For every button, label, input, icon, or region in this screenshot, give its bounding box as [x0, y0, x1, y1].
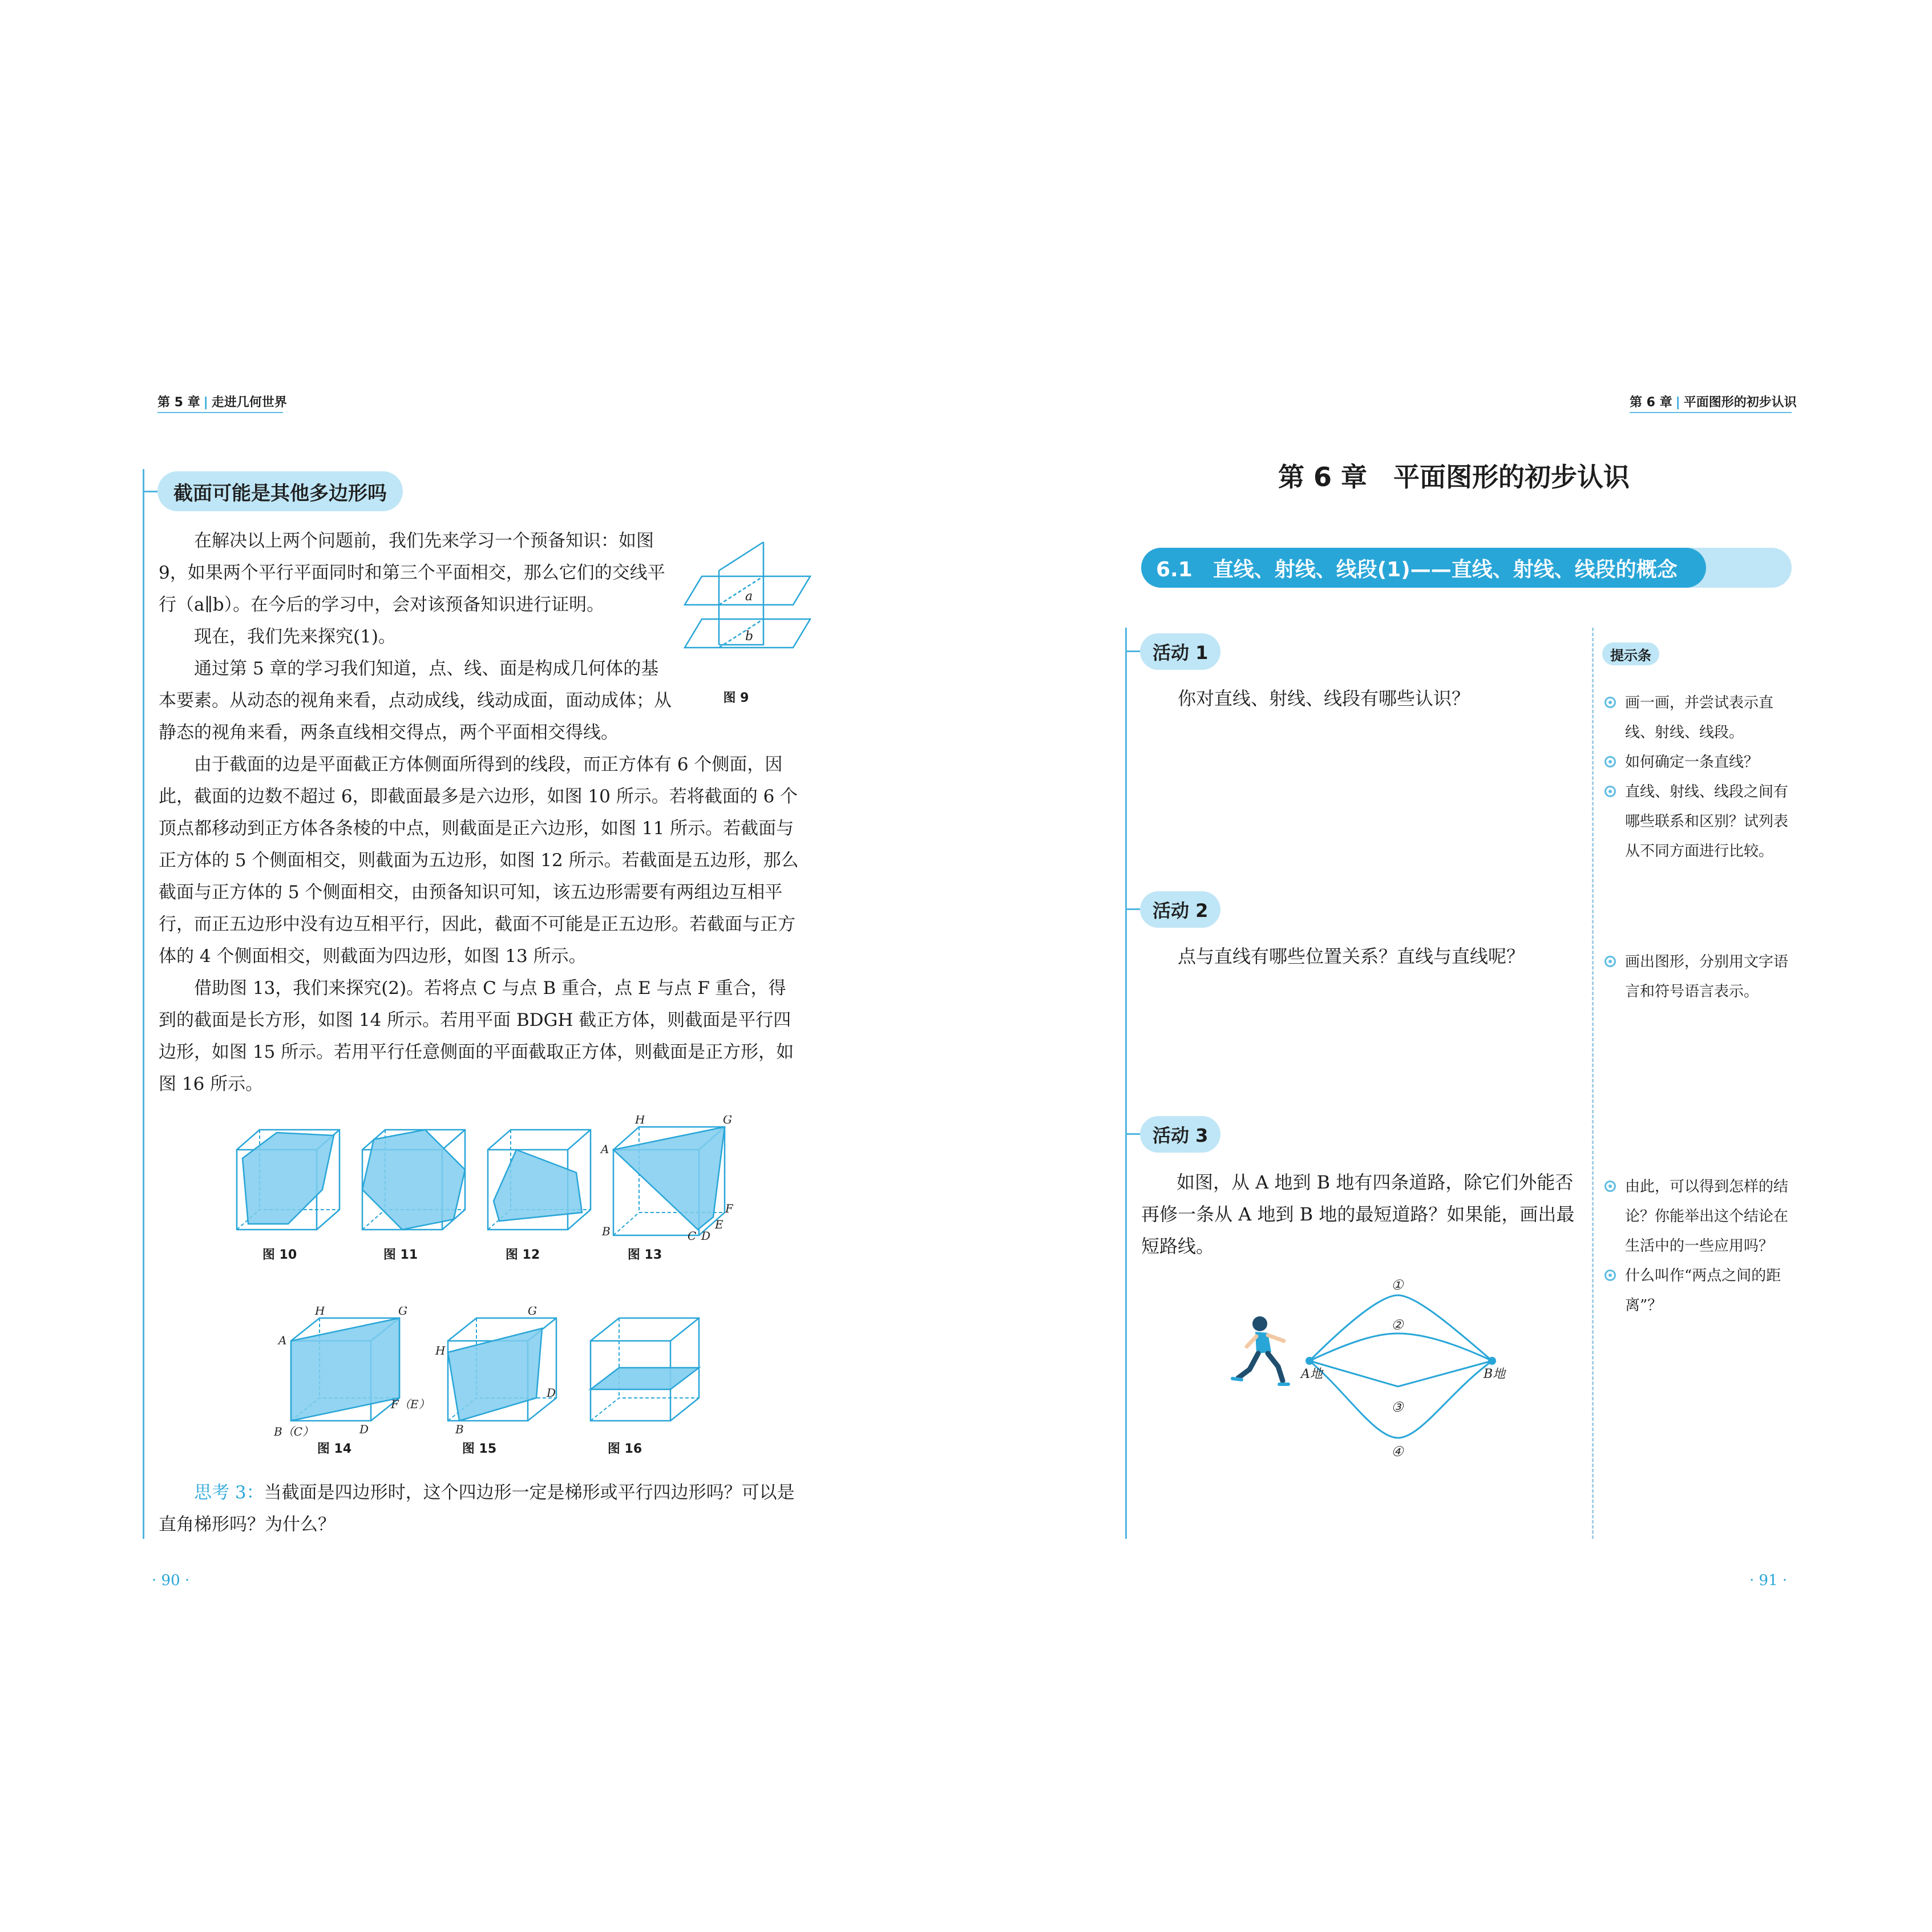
activity-1-question: 你对直线、射线、线段有哪些认识？	[1178, 688, 1470, 709]
figure-15-label-g: G	[528, 1307, 537, 1317]
figure-15-label-d: D	[547, 1386, 556, 1400]
figure-12-caption: 图 12	[505, 1248, 540, 1262]
figure-13-label-b: B	[602, 1224, 611, 1238]
figure-9	[679, 536, 816, 668]
hint-divider	[1592, 628, 1594, 1539]
figure-9-caption: 图 9	[723, 691, 749, 705]
hint-item	[1604, 1261, 1793, 1320]
left-running-head-title: 走进几何世界	[211, 395, 287, 410]
hint-title: 提示条	[1602, 642, 1659, 665]
activity-2-label: 活动 2	[1140, 891, 1220, 928]
right-running-head-rule	[1630, 412, 1792, 413]
paragraph-3: 通过第 5 章的学习我们知道，点、线、面是构成几何体的基本要素。从动态的视角来看，点动成线，线动成面，面动成体；从静态的视角来看，两条直线相交得点，两个平面相交得线。	[159, 658, 672, 743]
activity-1-label: 活动 1	[1140, 633, 1220, 670]
figure-16	[585, 1312, 710, 1432]
figure-11-caption: 图 11	[383, 1248, 418, 1262]
hint-text: 画出图形，分别用文字语言和符号语言表示。	[1625, 953, 1789, 1000]
section-heading: 6.1 直线、射线、线段(1)——直线、射线、线段的概念	[1141, 548, 1706, 588]
hints-activity-2	[1604, 947, 1793, 1007]
left-page-number: · 90 ·	[152, 1572, 190, 1589]
paragraph-5: 借助图 13，我们来探究(2)。若将点 C 与点 B 重合，点 E 与点 F 重合，得到的截面是长方形，如图 14 所示。若用平面 BDGH 截正方体，则截面是平行四边形，如图 15 所示。若用平行任意侧面的平面截取正方体，则截面是正方形，如图 16 所示。	[159, 978, 794, 1094]
figure-14-label-fe: F（E）	[391, 1397, 430, 1411]
hint-text: 如何确定一条直线？	[1625, 754, 1759, 771]
left-running-head: 第 5 章 | 走进几何世界	[157, 395, 287, 410]
paragraph-4: 由于截面的边是平面截正方体侧面所得到的线段，而正方体有 6 个侧面，因此，截面的边数不超过 6，即截面最多是六边形，如图 10 所示。若将截面的 6 个顶点都移动到正方体各条棱的中点，则截面是正六边形，如图 11 所示。若截面与正方体的 5 个侧面相交，则截面为五边形，如图 12 所示。若截面是五边形，那么截面与正方体的 5 个侧面相交，由预备知识可知，该五边形需要有两组边互相平行，而正五边形中没有边互相平行，因此，截面不可能是正五边形。若截面与正方体的 4 个侧面相交，则截面为四边形，如图 13 所示。	[159, 754, 799, 967]
figure-10-caption: 图 10	[262, 1248, 297, 1262]
hint-text: 画一画，并尝试表示直线、射线、线段。	[1625, 694, 1774, 741]
left-running-head-rule	[157, 412, 283, 413]
right-running-head-chapter: 第 6 章	[1630, 395, 1672, 410]
activity-2-question: 点与直线有哪些位置关系？直线与直线呢？	[1178, 945, 1525, 967]
figure-9-label-b: b	[745, 629, 754, 644]
hint-text: 直线、射线、线段之间有哪些联系和区别？试列表从不同方面进行比较。	[1625, 783, 1789, 860]
figure-12	[482, 1127, 596, 1235]
paragraph-2: 现在，我们先来探究(1)。	[194, 627, 396, 647]
hint-text: 什么叫作“两点之间的距离”？	[1625, 1267, 1781, 1314]
right-page-number: · 91 ·	[1749, 1572, 1788, 1589]
figure-14	[274, 1307, 439, 1438]
figure-14-label-a: A	[278, 1333, 287, 1347]
route-2-label: ②	[1391, 1317, 1404, 1333]
section-title: 截面可能是其他多边形吗	[173, 482, 387, 505]
route-figure	[1215, 1272, 1535, 1461]
hint-item	[1604, 777, 1793, 866]
figure-13-label-g: G	[723, 1115, 732, 1126]
hint-item	[1604, 688, 1793, 747]
think-question	[159, 1477, 803, 1541]
figure-13-label-f: F	[725, 1202, 733, 1215]
figure-11	[357, 1127, 471, 1235]
figure-13-caption: 图 13	[627, 1248, 662, 1262]
figure-13	[596, 1115, 733, 1241]
figure-14-label-h: H	[315, 1307, 325, 1317]
figure-16-caption: 图 16	[607, 1442, 642, 1456]
think-text: 当截面是四边形时，这个四边形一定是梯形或平行四边形吗？可以是直角梯形吗？为什么？	[159, 1482, 795, 1535]
activity-3-label: 活动 3	[1140, 1116, 1220, 1153]
right-running-head: 第 6 章 | 平面图形的初步认识	[1630, 395, 1797, 410]
point-a-label: A地	[1301, 1367, 1323, 1381]
right-running-head-title: 平面图形的初步认识	[1683, 395, 1797, 410]
figure-15	[434, 1307, 559, 1438]
figure-15-label-h: H	[435, 1344, 446, 1357]
route-4-label: ④	[1391, 1444, 1404, 1460]
figure-10	[231, 1127, 345, 1235]
figure-14-label-g: G	[398, 1307, 407, 1317]
think-label: 思考 3：	[194, 1482, 264, 1503]
chapter-title: 第 6 章 平面图形的初步认识	[1278, 462, 1630, 492]
figure-15-label-b: B	[455, 1422, 464, 1436]
left-margin-line	[143, 469, 144, 1539]
route-1-label: ①	[1391, 1277, 1404, 1293]
hint-item	[1604, 947, 1793, 1007]
left-running-head-chapter: 第 5 章	[157, 395, 200, 410]
figure-9-label-a: a	[745, 589, 753, 604]
point-b-label: B地	[1484, 1367, 1506, 1381]
route-3	[1309, 1361, 1492, 1387]
figure-13-label-d: D	[701, 1229, 711, 1241]
paragraph-1: 在解决以上两个问题前，我们先来学习一个预备知识：如图 9，如果两个平行平面同时和第三个平面相交，那么它们的交线平行（a∥b）。在今后的学习中，会对该预备知识进行证明。	[159, 531, 665, 615]
route-3-label: ③	[1391, 1399, 1404, 1415]
hints-activity-1	[1604, 688, 1793, 866]
point-a	[1305, 1357, 1313, 1365]
point-b	[1488, 1357, 1496, 1365]
figure-14-caption: 图 14	[317, 1442, 352, 1456]
hint-item	[1604, 1172, 1793, 1261]
hint-text: 由此，可以得到怎样的结论？你能举出这个结论在生活中的一些应用吗？	[1625, 1178, 1789, 1255]
figure-13-label-h: H	[635, 1115, 645, 1126]
figure-13-label-e: E	[715, 1218, 724, 1231]
hints-activity-3	[1604, 1172, 1793, 1320]
figure-14-label-d: D	[359, 1422, 369, 1436]
figure-15-caption: 图 15	[462, 1442, 497, 1456]
section-title-pill	[157, 471, 403, 511]
hint-item	[1604, 747, 1793, 777]
figure-13-label-c: C	[688, 1229, 697, 1241]
right-margin-line	[1125, 628, 1127, 1539]
figure-14-label-bc: B（C）	[274, 1425, 314, 1438]
figure-13-label-a: A	[601, 1142, 609, 1156]
activity-3-question: 如图，从 A 地到 B 地有四条道路，除它们外能否再修一条从 A 地到 B 地的最短道路？如果能，画出最短路线。	[1141, 1171, 1575, 1257]
runner-figure	[1232, 1316, 1288, 1384]
